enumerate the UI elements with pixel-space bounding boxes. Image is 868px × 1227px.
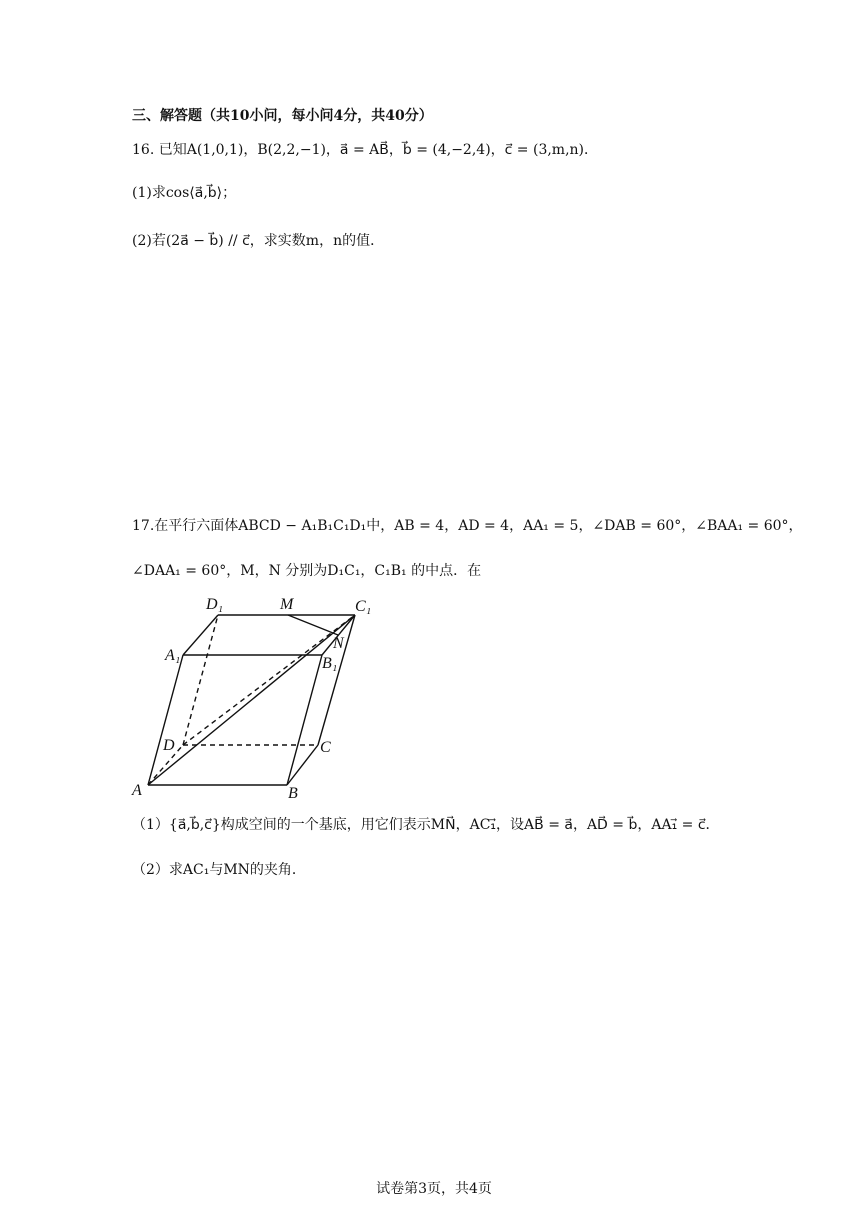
edge-a1-d1 <box>183 615 218 655</box>
question-17-part-1: （1）{a⃗,b⃗,c⃗}构成空间的一个基底，用它们表示MN⃗，AC₁⃗，设AB⃗ = a⃗，AD⃗ = b⃗，AA₁⃗ = c⃗． <box>132 817 720 833</box>
edge-c-c1 <box>318 615 355 745</box>
label-d: D <box>163 737 175 754</box>
label-m: M <box>280 596 294 613</box>
page-footer: 试卷第3页，共4页 <box>376 1181 492 1197</box>
question-17-stem-line-2: ∠DAA₁ = 60°，M，N 分别为D₁C₁，C₁B₁ 的中点．在 <box>132 563 482 579</box>
label-c: C <box>320 739 331 756</box>
label-b: B <box>288 785 298 802</box>
edge-d-d1-hidden <box>183 615 218 745</box>
label-a1: A₁ <box>165 647 181 664</box>
section-header: 三、解答题（共10小问，每小问4分，共40分） <box>132 108 433 124</box>
label-c1: C₁ <box>355 598 372 615</box>
edge-b-c <box>287 745 318 785</box>
edge-a-a1 <box>148 655 183 785</box>
question-16-part-2: (2)若(2a⃗ − b⃗) // c⃗，求实数m，n的值． <box>132 233 385 249</box>
segment-a-c1 <box>148 615 355 785</box>
question-16-stem: 16. 已知A(1,0,1)，B(2,2,−1)，a⃗ = AB⃗，b⃗ = (4,−2,4)，c⃗ = (3,m,n)． <box>132 142 599 158</box>
segment-d-c1-hidden <box>183 615 355 745</box>
question-16-part-1: (1)求cos⟨a⃗,b⃗⟩； <box>132 185 237 201</box>
edge-a-d-hidden <box>148 745 183 785</box>
edge-b-b1 <box>287 655 322 785</box>
label-d1: D₁ <box>206 596 224 613</box>
segment-m-n <box>288 615 338 635</box>
label-n: N <box>333 635 344 652</box>
question-17-stem-line-1: 17.在平行六面体ABCD − A₁B₁C₁D₁中，AB = 4，AD = 4，AA₁ = 5，∠DAB = 60°，∠BAA₁ = 60°， <box>132 518 803 534</box>
label-b1: B₁ <box>322 655 338 672</box>
edge-b1-c1 <box>322 615 355 655</box>
label-a: A <box>132 782 142 799</box>
question-17-part-2: （2）求AC₁与MN的夹角． <box>132 862 306 878</box>
